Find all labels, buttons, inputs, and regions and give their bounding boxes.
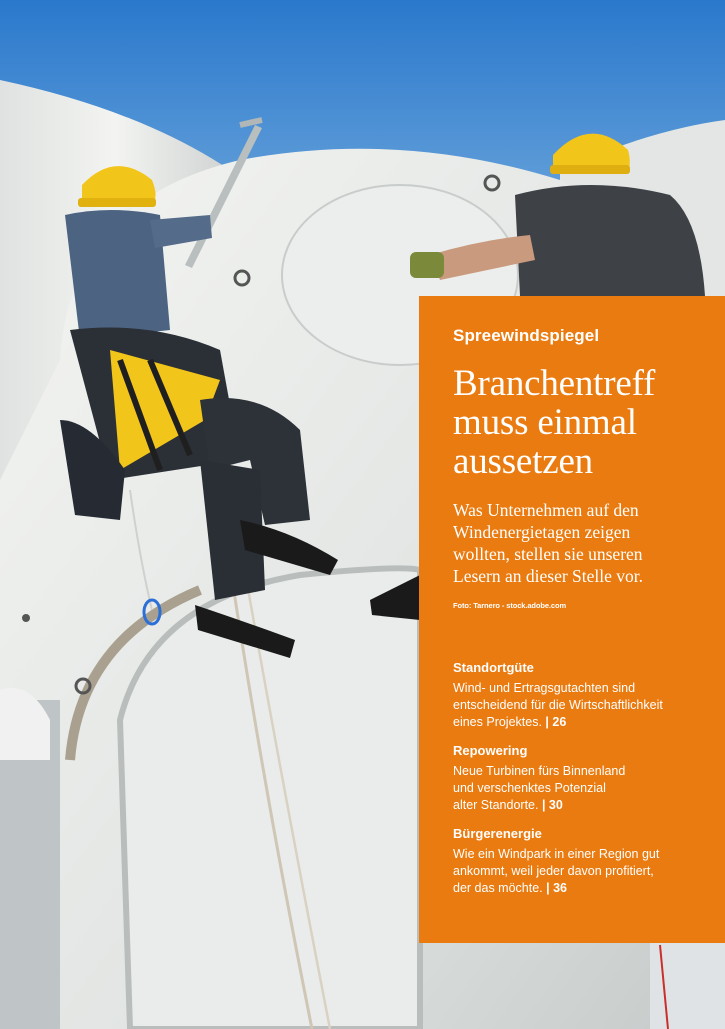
teaser-last-line [453, 880, 703, 897]
headline [453, 364, 703, 481]
teaser-title: Standortgüte [453, 660, 534, 675]
teaser-line: Wind- und Ertragsgutachten sind [453, 681, 636, 695]
page-reference: | 30 [541, 798, 563, 812]
headline-line: muss einmal [453, 402, 637, 443]
page-reference: | 36 [546, 881, 567, 895]
teaser-standortguete[interactable] [453, 660, 703, 731]
teaser-line: eines Projektes. [453, 715, 542, 729]
teaser-line: alter Standorte. [453, 798, 539, 812]
teaser-repowering[interactable] [453, 743, 703, 814]
article-teaser-panel [419, 296, 725, 943]
lead-line: wollten, stellen sie unseren [453, 544, 643, 564]
lead-line: Was Unternehmen auf den [453, 500, 639, 520]
lead-text [453, 499, 703, 587]
headline-line: Branchentreff [453, 363, 656, 404]
teaser-line: Neue Turbinen fürs Binnenland [453, 764, 626, 778]
teaser-title: Bürgerenergie [453, 826, 542, 841]
teaser-line: ankommt, weil jeder davon profitiert, [453, 864, 654, 878]
lead-line: Windenergietagen zeigen [453, 522, 631, 542]
teaser-buergerenergie[interactable] [453, 826, 703, 897]
lead-line: Lesern an dieser Stelle vor. [453, 566, 644, 586]
section-kicker: Spreewindspiegel [453, 326, 600, 345]
teaser-line: Wie ein Windpark in einer Region gut [453, 847, 660, 861]
teaser-title: Repowering [453, 743, 528, 758]
teaser-line: entscheidend für die Wirtschaftlichkeit [453, 698, 663, 712]
teaser-line: der das möchte. [453, 881, 543, 895]
page-reference: | 26 [545, 715, 567, 729]
teaser-last-line [453, 797, 703, 814]
photo-credit: Foto: Tarnero - stock.adobe.com [453, 601, 567, 610]
teaser-line: und verschenktes Potenzial [453, 781, 606, 795]
teaser-last-line [453, 714, 703, 731]
headline-line: aussetzen [453, 441, 593, 482]
